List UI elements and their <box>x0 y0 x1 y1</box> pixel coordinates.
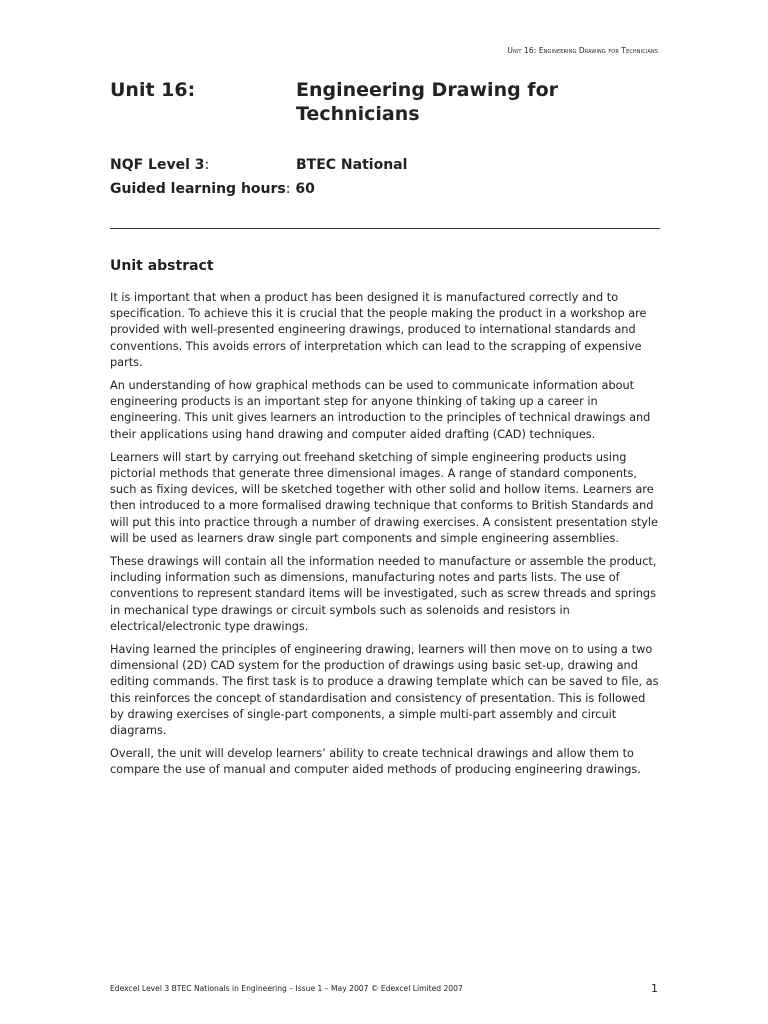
title-block <box>110 78 660 198</box>
abstract-body <box>110 290 660 786</box>
page-number: 1 <box>651 982 658 995</box>
hours-value: 60 <box>290 181 315 197</box>
header-divider <box>110 228 660 229</box>
unit-title-row <box>110 78 660 126</box>
level-value: BTEC National <box>296 157 408 173</box>
level-colon: : <box>204 157 210 173</box>
level-label-group <box>110 156 296 174</box>
abstract-heading: Unit abstract <box>110 258 214 274</box>
unit-title: Engineering Drawing for Technicians <box>296 79 559 125</box>
hours-label-group <box>110 180 290 198</box>
hours-label: Guided learning hours <box>110 181 286 197</box>
running-header: Unit 16: Engineering Drawing for Technicians <box>507 46 658 55</box>
level-label: NQF Level 3 <box>110 157 205 173</box>
abstract-paragraph: These drawings will contain all the information needed to manufacture or assemble the product, including information such as dimensions, manufacturing notes and parts lists. The use of conventions to represent standard items will be investigated, such as screw threads and springs in mechanical type drawings or circuit symbols such as solenoids and resistors in electrical/electronic type drawings. <box>110 555 657 633</box>
abstract-paragraph: Overall, the unit will develop learners’ ability to create technical drawings and allow them to compare the use of manual and computer aided methods of producing engineering drawings. <box>110 747 641 777</box>
abstract-paragraph: Learners will start by carrying out freehand sketching of simple engineering products using pictorial methods that generate three dimensional images. A range of standard components, such as fixing devices, will be sketched together with other solid and hollow items. Learners are then introduced to a more formalised drawing technique that conforms to British Standards and will put this into practice through a number of drawing exercises. A consistent presentation style will be used as learners draw single part components and simple engineering assemblies. <box>110 450 658 545</box>
hours-row <box>110 180 660 198</box>
footer-text: Edexcel Level 3 BTEC Nationals in Engineering – Issue 1 – May 2007 © Edexcel Limited 2007 <box>110 984 463 993</box>
abstract-paragraph: It is important that when a product has been designed it is manufactured correctly and to specification. To achieve this it is crucial that the people making the product in a workshop are provided with well-presented engineering drawings, produced to international standards and conventions. This avoids errors of interpretation which can lead to the scrapping of expensive parts. <box>110 291 647 369</box>
hours-colon: : <box>285 181 291 197</box>
abstract-paragraph: Having learned the principles of engineering drawing, learners will then move on to using a two dimensional (2D) CAD system for the production of drawings using basic set-up, drawing and editing commands. The first task is to produce a drawing template which can be saved to file, as this reinforces the concept of standardisation and consistency of presentation. This is followed by drawing exercises of single-part components, a simple multi-part assembly and circuit diagrams. <box>110 643 659 738</box>
abstract-paragraph: An understanding of how graphical methods can be used to communicate information about engineering products is an important step for anyone thinking of taking up a career in engineering. This unit gives learners an introduction to the principles of technical drawings and their applications using hand drawing and computer aided drafting (CAD) techniques. <box>110 379 651 441</box>
level-row <box>110 156 660 174</box>
unit-number: Unit 16: <box>110 79 196 101</box>
